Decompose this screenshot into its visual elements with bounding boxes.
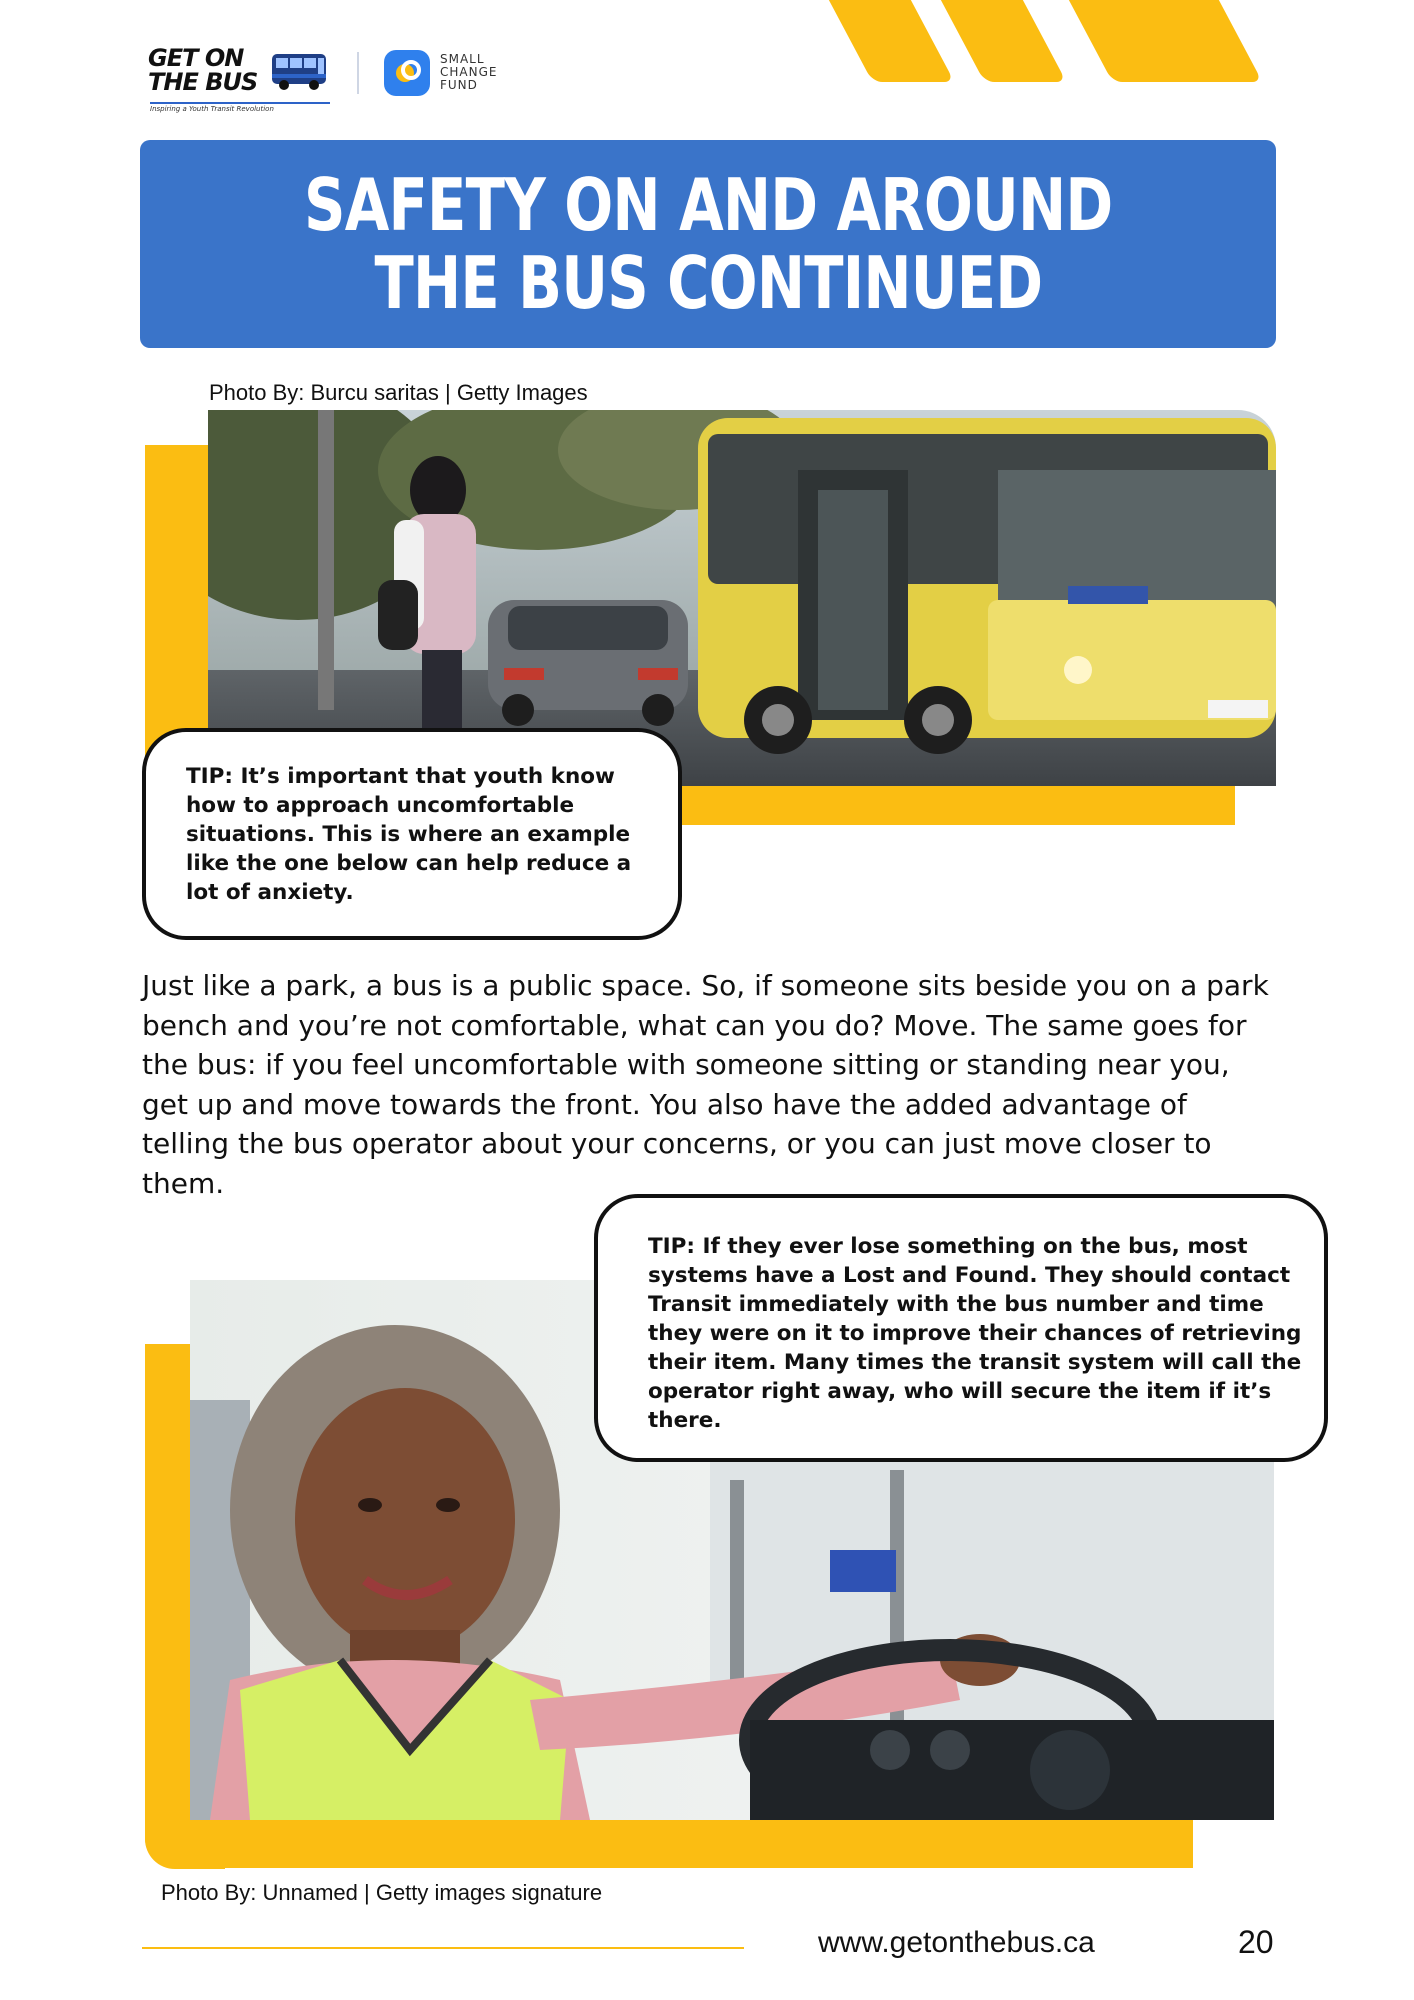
title-banner xyxy=(140,140,1276,348)
footer-website-link[interactable]: www.getonthebus.ca xyxy=(818,1926,1095,1959)
photo-credit-2: Photo By: Unnamed | Getty images signature xyxy=(161,1880,603,1905)
partner-wordmark: SMALL CHANGE FUND xyxy=(440,52,498,92)
tip-box-2 xyxy=(594,1194,1328,1462)
page-title-line-1: SAFETY ON AND AROUND xyxy=(303,163,1113,247)
logo-tagline: Inspiring a Youth Transit Revolution xyxy=(150,102,330,113)
bus-icon xyxy=(270,50,328,92)
page-number: 20 xyxy=(1238,1924,1274,1960)
tip-text: TIP: It’s important that youth know how to approach uncomfortable situations. This is where an example like the one below can help reduce a lot of anxiety. xyxy=(186,764,632,905)
tip-box-1 xyxy=(142,728,682,940)
get-on-the-bus-logo xyxy=(148,46,333,114)
decorative-stripe xyxy=(824,0,955,82)
logo-divider xyxy=(357,52,359,94)
photo-credit-1: Photo By: Burcu saritas | Getty Images xyxy=(209,380,588,405)
body-paragraph: Just like a park, a bus is a public space. So, if someone sits beside you on a park bench and you’re not comfortable, what can you do? Move. The same goes for the bus: if you feel uncomfortable with someone sitting or standing near you, get up and move towards the front. You also have the added advantage of telling the bus operator about your concerns, or you can just move closer to them. xyxy=(142,969,1269,1200)
page-title-line-2: THE BUS CONTINUED xyxy=(374,241,1042,325)
tip-text: TIP: If they ever lose something on the bus, most systems have a Lost and Found. They should contact Transit immediately with the bus number and time they were on it to improve their chances of retrieving their item. Many times the transit system will call the operator right away, who will secure the item if it’s there. xyxy=(648,1234,1302,1433)
footer-divider xyxy=(142,1947,744,1949)
small-change-fund-logo xyxy=(384,50,524,96)
decorative-stripe xyxy=(1064,0,1263,82)
small-change-fund-icon xyxy=(384,50,430,96)
decorative-stripe xyxy=(936,0,1067,82)
logo-wordmark: GET ON THE BUS xyxy=(148,44,258,96)
